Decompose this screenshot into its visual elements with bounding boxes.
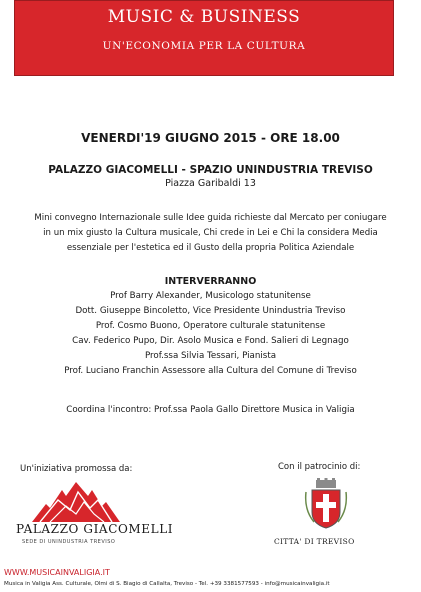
promoter-label: Un'iniziativa promossa da: (20, 464, 133, 474)
event-description (0, 211, 421, 256)
promoter-subtitle: SEDE DI UNINDUSTRIA TREVISO (22, 539, 116, 545)
header-banner (14, 0, 394, 76)
banner-title: MUSIC & BUSINESS (107, 7, 301, 27)
treviso-crest-icon (304, 478, 348, 530)
description-line: essenziale per l'estetica ed il Gusto della propria Politica Aziendale (66, 243, 355, 253)
patronage-label: Con il patrocinio di: (278, 462, 361, 472)
speaker-item: Prof Barry Alexander, Musicologo statunitense (110, 291, 311, 301)
website-link[interactable]: WWW.MUSICAINVALIGIA.IT (4, 568, 110, 577)
speakers-section (0, 274, 421, 379)
speaker-item: Dott. Giuseppe Bincoletto, Vice Presidente Unindustria Treviso (75, 306, 346, 316)
patronage-name: CITTA' DI TREVISO (274, 537, 355, 546)
event-date: VENERDI'19 GIUGNO 2015 - ORE 18.00 (81, 131, 340, 145)
banner-subtitle: UN'ECONOMIA PER LA CULTURA (102, 40, 306, 52)
event-venue: PALAZZO GIACOMELLI - SPAZIO UNINDUSTRIA TREVISO (48, 164, 373, 176)
footer-contact: Musica in Valigia Ass. Culturale, Olmi di S. Biagio di Callalta, Treviso - Tel. +39 3381577593 - info@musicainvaligia.it (4, 581, 330, 587)
speakers-heading: INTERVERRANNO (164, 276, 257, 287)
description-line: in un mix giusto la Cultura musicale, Chi crede in Lei e Chi la considera Media (43, 228, 378, 238)
description-line: Mini convegno Internazionale sulle Idee guida richieste dal Mercato per coniugare (34, 213, 387, 223)
speaker-item: Prof. Luciano Franchin Assessore alla Cultura del Comune di Treviso (64, 366, 357, 376)
speaker-item: Cav. Federico Pupo, Dir. Asolo Musica e Fond. Salieri di Legnago (72, 336, 349, 346)
event-address: Piazza Garibaldi 13 (165, 178, 256, 189)
speaker-item: Prof. Cosmo Buono, Operatore culturale statunitense (95, 321, 326, 331)
coordination-note: Coordina l'incontro: Prof.ssa Paola Gallo Direttore Musica in Valigia (66, 405, 355, 415)
promoter-name: PALAZZO GIACOMELLI (16, 522, 174, 536)
palazzo-giacomelli-logo-icon (28, 478, 138, 522)
speaker-item: Prof.ssa Silvia Tessari, Pianista (144, 351, 277, 361)
